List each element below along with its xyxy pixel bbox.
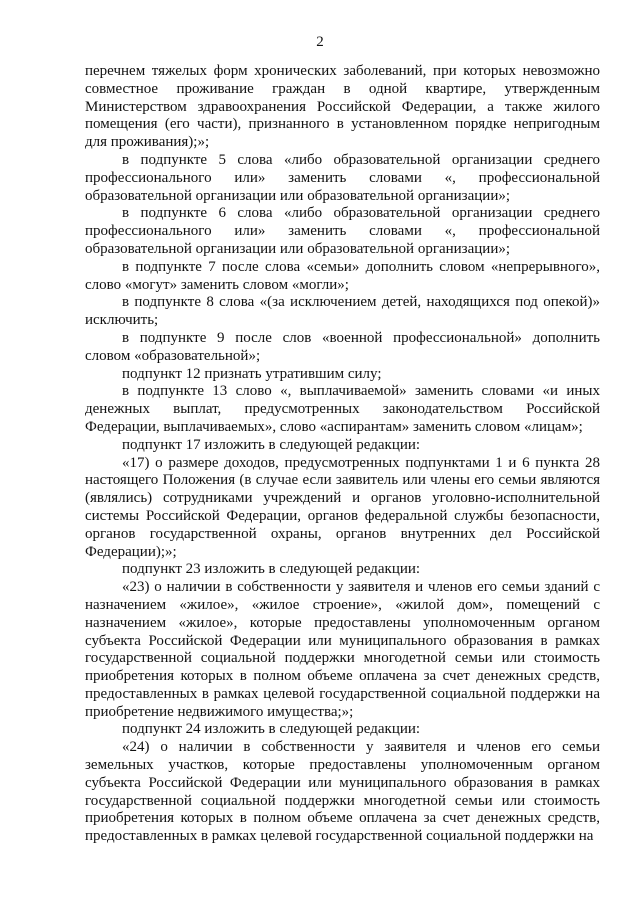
paragraph: в подпункте 7 после слова «семьи» дополнить словом «непрерывного», слово «могут» заменить словом «могли»;: [85, 258, 600, 293]
paragraph: перечнем тяжелых форм хронических заболеваний, при которых невозможно совместное проживание граждан в одной квартире, утвержденным Министерством здравоохранения Российской Федерации, а также жилого помещения (его части), признанного в установленном порядке непригодным для проживания);»;: [85, 63, 600, 151]
paragraph: в подпункте 9 после слов «военной профессиональной» дополнить словом «образовательной»;: [85, 329, 600, 364]
paragraph: подпункт 23 изложить в следующей редакции:: [122, 561, 421, 578]
paragraph: в подпункте 6 слова «либо образовательной организации среднего профессионального или» заменить словами «, профессиональной образовательной организации или образовательной организации»;: [85, 205, 600, 257]
paragraph: в подпункте 5 слова «либо образовательной организации среднего профессионального или» заменить словами «, профессиональной образовательной организации или образовательной организации»;: [85, 151, 600, 204]
paragraph: «17) о размере доходов, предусмотренных подпунктами 1 и 6 пункта 28 настоящего Положения (в случае если заявитель или члены его семьи являются (являлись) сотрудниками учреждений и органов уголовно-исполнительной системы Российской Федерации, органов федеральной службы безопасности, органов государственной охраны, органов внутренних дел Российской Федерации);»;: [85, 454, 600, 560]
paragraph: «24) о наличии в собственности у заявителя и членов его семьи земельных участков, которые предоставлены уполномоченным органом субъекта Российской Федерации или муниципального образования в рамках государственной социальной поддержки многодетной семьи или стоимость приобретения которых в полном объеме оплачена за счет денежных средств, предоставленных в рамках целевой государственной социальной поддержки на: [85, 739, 600, 845]
paragraph: подпункт 12 признать утратившим силу;: [122, 365, 382, 382]
paragraph: в подпункте 13 слово «, выплачиваемой» заменить словами «и иных денежных выплат, предусмотренных законодательством Российской Федерации, выплачиваемых», слово «аспирантам» заменить словом «лицам»;: [85, 383, 600, 435]
page-number: 2: [316, 34, 324, 50]
paragraph: подпункт 24 изложить в следующей редакции:: [122, 721, 421, 738]
paragraph: в подпункте 8 слова «(за исключением детей, находящихся под опекой)» исключить;: [85, 294, 600, 329]
paragraph: «23) о наличии в собственности у заявителя и членов его семьи зданий с назначением «жилое», «жилое строение», «жилой дом», помещений с назначением «жилое», которые предоставлены уполномоченным органом субъекта Российской Федерации или муниципального образования в рамках государственной социальной поддержки многодетной семьи или стоимость приобретения которых в полном объеме оплачена за счет денежных средств, предоставленных в рамках целевой государственной социальной поддержки на приобретение недвижимого имущества;»;: [85, 579, 600, 720]
paragraph: подпункт 17 изложить в следующей редакции:: [122, 436, 421, 453]
document-body: [85, 63, 600, 846]
